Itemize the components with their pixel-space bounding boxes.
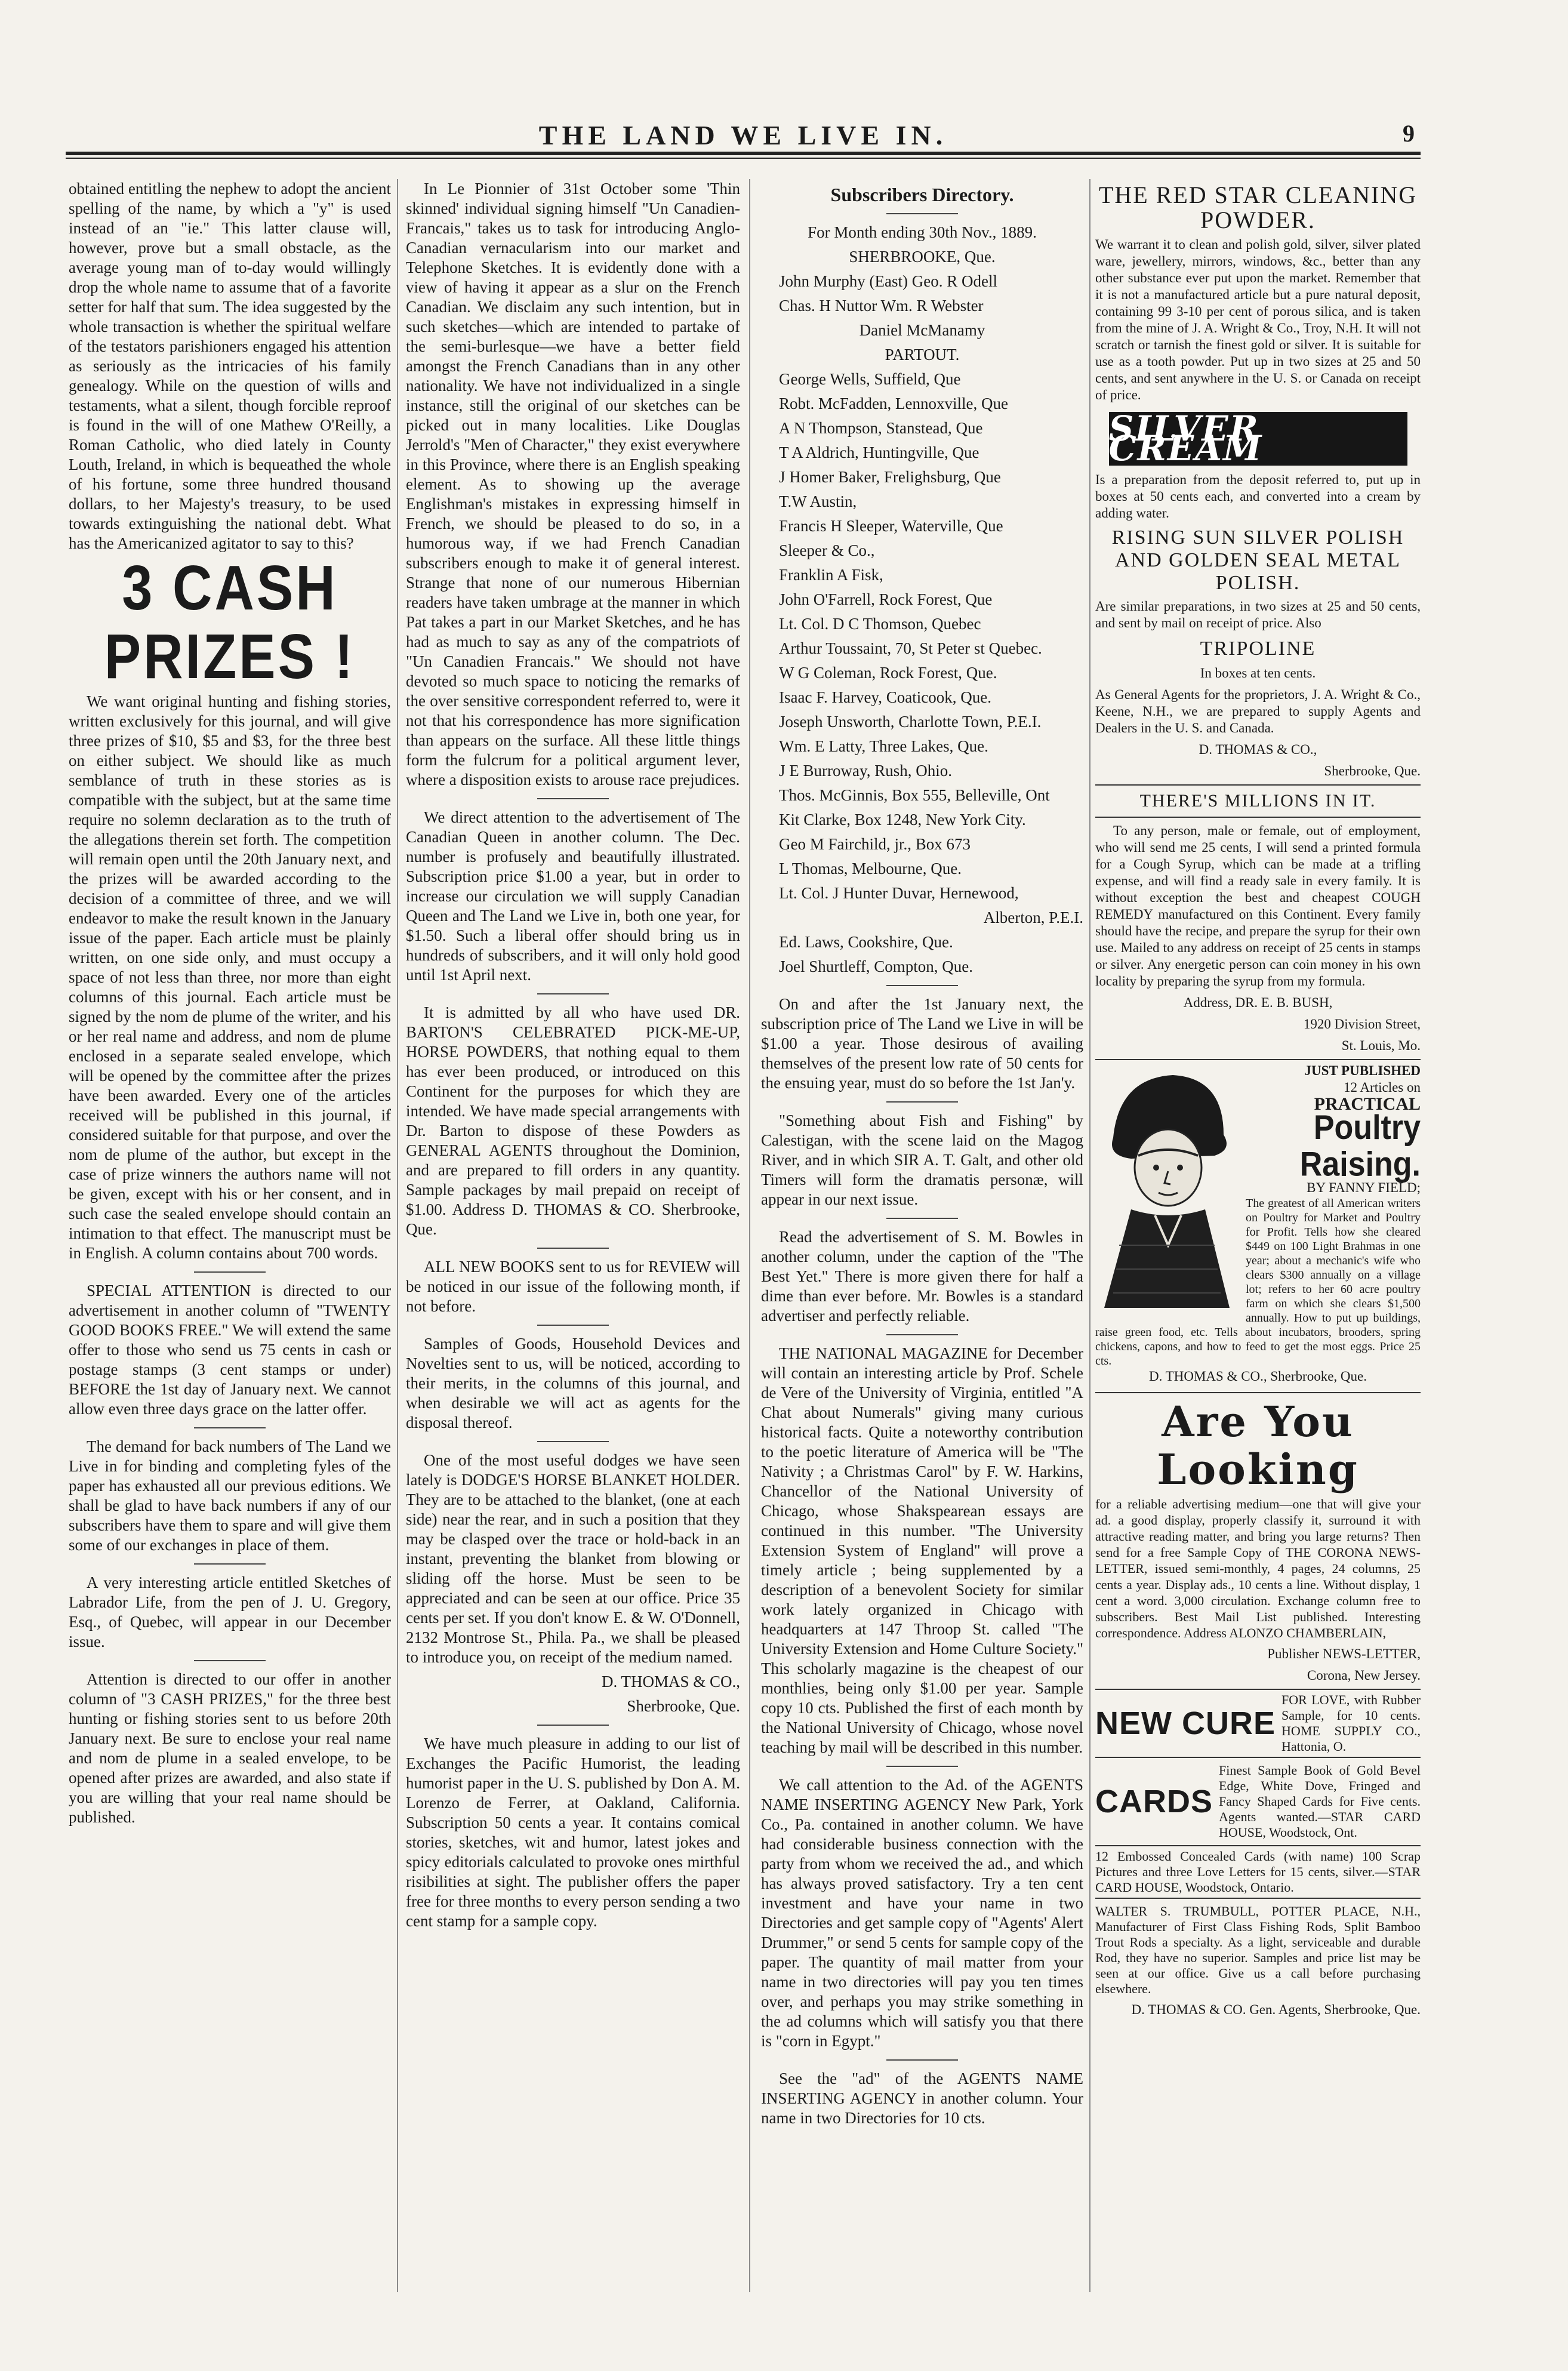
column-1 [69,179,391,2292]
subscriber-line: Wm. E Latty, Three Lakes, Que. [779,737,988,755]
subscriber-line: Chas. H Nuttor Wm. R Webster [779,297,984,315]
article-text: obtained entitling the nephew to adopt the ancient spelling of the name, by which a "y" is used instead of an "ie." This latter clause will, however, prove but a small obstacle, as the average young man of to-day would willingly drop the whole name to assume that of a favorite setter for half that sum. The idea suggested by the whole transaction is whether the spiritual welfare of the testators parishioners engaged his attention as seriously as the intricacies of his family genealogy. While on the question of wills and testaments, what a silent, though forcible reproof is found in the will of one Mathew O'Reilly, a Roman Catholic, who died lately in County Louth, Ireland, in which is bequeathed the whole of his fortune, some three hundred thousand dollars, to her Majesty's treasury, to be used towards extinguishing the national debt. What has the Americanized agitator to say to this? [69,180,391,552]
article-text: We call attention to the Ad. of the AGENTS NAME INSERTING AGENCY New Park, York Co., Pa. contained in another column. We have had considerable business connection with the party from whom we received the ad., and which has always proved satisfactory. Try a ten cent investment and have your name in two Directories and get sample copy of "Agents' Alert Drummer," or send 5 cents for sample copy of the paper. The quantity of mail matter from your name in two directories will pay you ten times over, and perhaps you may strike something in the ad columns which will satisfy you that there is "corn in Egypt." [761,1776,1083,2050]
cash-prizes-heading: 3 CASH PRIZES ! [104,553,356,692]
column-2 [406,179,740,2292]
red-star-ad-title: THE RED STAR CLEANING POWDER. [1098,181,1418,233]
article-text: SPECIAL ATTENTION is directed to our advertisement in another column of "TWENTY GOOD BOOKS FREE." We will extend the same offer to those who send us 75 cents in cash or postage stamps (3 cent stamps or under) BEFORE the 1st day of January next. We cannot allow even three days grace on the latter offer. [69,1282,391,1418]
section-divider [537,1325,609,1326]
woman-portrait-illustration [1095,1066,1239,1311]
section-divider [886,1334,958,1335]
directory-section-heading: SHERBROOKE, Que. [849,248,996,266]
ad-address: Address, DR. E. B. BUSH, [1183,995,1333,1010]
subscriber-list [761,369,1083,977]
subscriber-line: Thos. McGinnis, Box 555, Belleville, Ont [779,786,1050,804]
rising-sun-ad-title: RISING SUN SILVER POLISH AND GOLDEN SEAL METAL POLISH. [1111,526,1404,594]
subscriber-line: T A Aldrich, Huntingville, Que [779,444,979,461]
subscriber-line: John Murphy (East) Geo. R Odell [779,272,997,290]
article-text: Attention is directed to our offer in another column of "3 CASH PRIZES," for the three best hunting or fishing stories sent to us before 20th January next. Be sure to enclose your real name and nom de plume in a sealed envelope, to be opened after prizes are awarded, and also state if you are willing that your real name should be published. [69,1670,391,1826]
column-divider [397,179,398,2292]
subscriber-line: Isaac F. Harvey, Coaticook, Que. [779,688,991,706]
section-divider [537,993,609,994]
subscriber-line: Lt. Col. J Hunter Duvar, Hernewood, [779,884,1019,902]
ad-address: St. Louis, Mo. [1341,1038,1421,1053]
page-title: THE LAND WE LIVE IN. [538,119,948,150]
section-divider [194,1660,266,1661]
poultry-raising-title: Poultry Raising. [1299,1108,1421,1184]
silver-cream-banner: SILVER CREAM [1109,412,1407,466]
subscriber-line: Ed. Laws, Cookshire, Que. [779,933,953,951]
section-divider [194,1563,266,1565]
section-divider [194,1271,266,1273]
ad-text: As General Agents for the proprietors, J. A. Wright & Co., Keene, N.H., we are prepared to supply Agents and Dealers in the U. S. and Canada. [1095,687,1421,735]
subscriber-line: Francis H Sleeper, Waterville, Que [779,517,1003,535]
section-divider [886,2059,958,2061]
section-divider [886,213,958,214]
subscriber-line: Lt. Col. D C Thomson, Quebec [779,615,981,633]
subscriber-line: Franklin A Fisk, [779,566,883,584]
column-divider [1089,179,1090,2292]
subscriber-line: Robt. McFadden, Lennoxville, Que [779,395,1008,412]
portrait-image [1095,1066,1239,1311]
poultry-raising-ad [1095,1059,1421,1393]
header-rule-thick [66,152,1421,155]
section-divider [886,1766,958,1767]
page-number: 9 [1403,120,1415,147]
section-divider [537,798,609,799]
subscriber-line: Kit Clarke, Box 1248, New York City. [779,811,1026,829]
ad-address: 1920 Division Street, [1303,1017,1421,1031]
article-text: ALL NEW BOOKS sent to us for REVIEW will be noticed in our issue of the following month, if not before. [406,1258,740,1315]
article-text: We want original hunting and fishing stories, written exclusively for this journal, and will give three prizes of $10, $5 and $3, for the three best on either subject. We should like as much semblance of truth in these stories as is compatible with the subject, but at the same time require no solemn declaration as to the truth of the allegations therein set forth. The competition will remain open until the 20th January next, and the prizes will be awarded according to the decision of a committee of three, and we will endeavor to make the result known in the January issue of the paper. Each article must be plainly written, on one side only, and must occupy a space of not less than three, nor more than eight columns of this journal. Each article must be signed by the nom de plume of the writer, and his or her real name and address, and nom de plume enclosed in a separate sealed envelope, which will be opened by the committee after the prizes have been awarded. Every one of the articles received will be published in this journal, if considered suitable for that purpose, and over the nom de plume of the author, but except in the case of prize winners the authors name will not be given, except with his or her consent, and in such case the sealed envelope should contain an intimation to that effect. The manuscript must be in English. A column contains about 700 words. [69,692,391,1262]
subscriber-line: Alberton, P.E.I. [983,909,1083,926]
subscriber-line: T.W Austin, [779,492,857,510]
millions-ad-title: THERE'S MILLIONS IN IT. [1139,791,1376,811]
signature: D. THOMAS & CO., [601,1673,740,1691]
column-divider [749,179,750,2292]
ad-text: In boxes at ten cents. [1200,666,1316,680]
new-cure-ad [1095,1689,1421,1758]
signature: D. THOMAS & CO., [1199,742,1317,757]
page-header [72,117,1415,153]
article-text: Samples of Goods, Household Devices and Novelties sent to us, will be noticed, according to their merits, in the columns of this journal, and when desirable we will act as agents for the disposal thereof. [406,1335,740,1431]
article-text: It is admitted by all who have used DR. BARTON'S CELEBRATED PICK-ME-UP, HORSE POWDERS, that nothing equal to them has ever been produced, or introduced on this Continent for the purposes for which they are intended. We have made special arrangements with Dr. Barton to dispose of these Powders as GENERAL AGENTS throughout the Dominion, and are prepared to fill orders in any quantity. Sample packages by mail prepaid on receipt of $1.00. Address D. THOMAS & CO. Sherbrooke, Que. [406,1003,740,1238]
just-published-label: JUST PUBLISHED [1304,1063,1421,1078]
directory-month: For Month ending 30th Nov., 1889. [808,223,1037,241]
ad-text: Finest Sample Book of Gold Bevel Edge, White Dove, Fringed and Fancy Shaped Cards for Five cents. Agents wanted.—STAR CARD HOUSE, Woodstock, Ont. [1219,1763,1421,1840]
tripoline-title: TRIPOLINE [1200,638,1316,660]
subscriber-line: Sleeper & Co., [779,541,875,559]
section-divider [537,1441,609,1442]
ad-text: for a reliable advertising medium—one that will give your ad. a good display, properly classify it, surround it with attractive reading matter, and bring you large returns? Then send for a free Sample Copy of THE CORONA NEWS-LETTER, issued semi-monthly, 4 pages, 24 columns, 25 cents a year. Display ads., 10 cents a line. Without display, 1 cent a word. 3,000 circulation. Exchange column free to subscribers. Best Mail List published. Interesting correspondence. Address ALONZO CHAMBERLAIN, [1095,1496,1421,1640]
subscriber-line: Joel Shurtleff, Compton, Que. [779,957,973,975]
section-divider [537,1248,609,1249]
subscriber-line: W G Coleman, Rock Forest, Que. [779,664,997,682]
column-3 [761,179,1083,2292]
section-divider [537,1725,609,1726]
ad-address: Corona, New Jersey. [1307,1668,1421,1683]
article-text: A very interesting article entitled Sketches of Labrador Life, from the pen of J. U. Gregory, Esq., of Quebec, will appear in our December issue. [69,1574,391,1651]
article-text: One of the most useful dodges we have seen lately is DODGE'S HORSE BLANKET HOLDER. They are to be attached to the blanket, (one at each side) near the rear, and in such a position that they may be clasped over the trace or hold-back in an instant, preventing the blanket from blowing or sliding off the horse. Must be seen to be appreciated and can be seen at our office. Price 35 cents per set. If you don't know E. & W. O'Donnell, 2132 Montrose St., Phila. Pa., we shall be pleased to introduce you, on receipt of the medium named. [406,1451,740,1666]
ad-text: To any person, male or female, out of employment, who will send me 25 cents, I will send a printed formula for a Cough Syrup, which can be made at a trifling expense, and will find a ready sale in every family. It is without exception the best and cheapest COUGH REMEDY manufactured on this Continent. Every family should have the recipe, and prepare the syrup for their own use. Mailed to any address on receipt of 25 cents in stamps or silver. Any energetic person can coin money in his own locality by preparing the syrup from my formula. [1095,823,1421,989]
ad-text: We warrant it to clean and polish gold, silver, silver plated ware, jewellery, mirrors, windows, &c., better than any other substance ever put upon the market. Remember that it is not a manufactured article but a pure natural deposit, containing 99 3-10 per cent of porous silica, and is taken from the mine of J. A. Wright & Co., Troy, N.H. It will not scratch or tarnish the finest gold or silver. It is suitable for use as a tooth powder. Put up in two sizes at 25 and 50 cents, and sent anywhere in the U. S. or Canada on receipt of price. [1095,237,1421,402]
subscriber-line: Joseph Unsworth, Charlotte Town, P.E.I. [779,713,1042,731]
header-rule-thin [66,158,1421,159]
cards-label: CARDS [1095,1784,1213,1819]
column-4-advertisements [1095,179,1421,2292]
subscriber-line: J E Burroway, Rush, Ohio. [779,762,952,780]
cards-ad [1095,1763,1421,1840]
article-text: "Something about Fish and Fishing" by Calestigan, with the scene laid on the Magog River, and in which SIR A. T. Galt, and other old Timers will form the dramatis personæ, will appear in our next issue. [761,1111,1083,1208]
signature: Sherbrooke, Que. [1324,763,1421,778]
section-divider [886,1101,958,1103]
subscriber-line: A N Thompson, Stanstead, Que [779,419,983,437]
ad-text: 12 Embossed Concealed Cards (with name) 100 Scrap Pictures and three Love Letters for 15 cents, silver.—STAR CARD HOUSE, Woodstock, Ontario. [1095,1849,1421,1895]
article-text: In Le Pionnier of 31st October some 'Thin skinned' individual signing himself "Un Canadien-Francais," takes us to task for introducing Anglo-Canadian vernacularism into our market and Telephone Sketches. It is evidently done with a view of having it appear as a slur on the French Canadian. We disclaim any such intention, but in such sketches—which are intended to partake of the semi-burlesque—we have a better field amongst the French Canadians than in any other nationality. We have not individualized in a single instance, still the original of our sketches can be picked out in many localities. Like Douglas Jerrold's "Men of Character," they exist everywhere in this Province, where there is an English speaking element. As to showing up the average Englishman's mistakes in expressing himself in French, we should be pleased to do so, in a humorous way, if we had French Canadian subscribers enough to make it of general interest. Strange that none of our numerous Hibernian readers have taken umbrage at the manner in which Pat takes a part in our Market Sketches, and he has had as much to say as any of the compatriots of "Un Canadien Francais." We should not have devoted so much space to noticing the remarks of the over sensitive correspondent referred to, were it not that his correspondence has more signification than appears on the surface. All these little things form the fulcrum for a political argument lever, where a disposition exists to arouse race prejudices. [406,180,740,789]
article-text: See the "ad" of the AGENTS NAME INSERTING AGENCY in another column. Your name in two Directories for 10 cts. [761,2070,1083,2127]
ad-address: Publisher NEWS-LETTER, [1267,1646,1421,1661]
ad-text: The greatest of all American writers on Poultry for Market and Poultry for Profit. Tells how she cleared $449 on 100 Light Brahmas in one year; about a mechanic's wife who clears $300 annually on a village lot; refers to her 60 acre poultry farm on which she clears $1,500 annually. How to put up buildings, raise green food, etc. Tells about incubators, brooders, spring chickens, capons, and how to feed to get the most eggs. Price 25 cts. [1095,1197,1421,1368]
article-text: We direct attention to the advertisement of The Canadian Queen in another column. The Dec. number is profusely and beautifully illustrated. Subscription price $1.00 a year, but in order to increase our circulation we will supply Canadian Queen and The Land we Live in, both one year, for $1.50. Such a liberal offer should bring us in hundreds of subscribers, and it will only hold good until 1st April next. [406,808,740,984]
new-cure-label: NEW CURE [1095,1705,1276,1741]
section-divider [886,985,958,986]
subscriber-line: John O'Farrell, Rock Forest, Que [779,590,993,608]
subscriber-line: Geo M Fairchild, jr., Box 673 [779,835,971,853]
article-text: THE NATIONAL MAGAZINE for December will contain an interesting article by Prof. Schele de Vere of the University of Virginia, entitled "A Chat about Numerals" giving many curious historical facts. Quite a noteworthy contribution to the poetic literature of America will be "The Nativity ; a Christmas Carol" by F. W. Harkins, Chancellor of the National University of Chicago, whose Shakspearean essays are continued in this number. "The University Extension System of England" will prove a timely article ; being supplemented by a description of a benevolent Society for similar work lately organized in Chicago with headquarters at 147 Throop St. called "The University Extension and Home Culture Society." This scholarly magazine is the cheapest of our monthlies, being only $1.00 per year. Sample copy 10 cts. Published the first of each month by the National University of Chicago, whose novel teaching by mail will be described in this number. [761,1344,1083,1756]
section-divider [886,1218,958,1219]
are-you-looking-title: Are You Looking [1157,1397,1359,1494]
signature: Sherbrooke, Que. [627,1697,740,1715]
signature: D. THOMAS & CO. Gen. Agents, Sherbrooke, Que. [1131,2002,1421,2017]
ad-text: WALTER S. TRUMBULL, POTTER PLACE, N.H., Manufacturer of First Class Fishing Rods, Split Bamboo Trout Rods a specialty. As a light, serviceable and durable Rod, they have no superior. Samples and price list may be seen at our office. Give us a call before purchasing elsewhere. [1095,1904,1421,1996]
ad-text: Are similar preparations, in two sizes at 25 and 50 cents, and sent by mail on receipt of price. Also [1095,599,1421,630]
subscribers-directory-title: Subscribers Directory. [830,184,1014,205]
author-label: BY FANNY FIELD; [1307,1180,1421,1195]
signature: D. THOMAS & CO., Sherbrooke, Que. [1148,1369,1367,1384]
practical-label: PRACTICAL [1314,1094,1421,1114]
subscriber-line: L Thomas, Melbourne, Que. [779,860,962,877]
section-divider [194,1427,266,1428]
subscriber-line: Daniel McManamy [859,321,985,339]
subscriber-line: J Homer Baker, Frelighsburg, Que [779,468,1001,486]
articles-label: 12 Articles on [1343,1080,1421,1095]
article-text: On and after the 1st January next, the subscription price of The Land we Live in will be $1.00 a year. Those desirous of availing themselves of the present low rate of 50 cents for the ensuing year, must do so before the 1st Jan'y. [761,995,1083,1092]
ad-text: FOR LOVE, with Rubber Sample, for 10 cents. HOME SUPPLY CO., Hattonia, O. [1281,1692,1421,1754]
subscriber-line: George Wells, Suffield, Que [779,370,961,388]
directory-section-heading: PARTOUT. [885,346,960,364]
article-text: The demand for back numbers of The Land we Live in for binding and completing fyles of the paper has exhausted all our previous editions. We shall be glad to have back numbers if any of our subscribers have them to spare and will give them some of our exchanges in place of them. [69,1437,391,1554]
ad-text: Is a preparation from the deposit referred to, put up in boxes at 50 cents each, and converted into a cream by adding water. [1095,472,1421,521]
subscriber-line: Arthur Toussaint, 70, St Peter st Quebec. [779,639,1042,657]
article-text: Read the advertisement of S. M. Bowles in another column, under the caption of the "The Best Yet." There is more given there for half a dime than ever before. Mr. Bowles is a standard advertiser and perfectly reliable. [761,1228,1083,1325]
article-text: We have much pleasure in adding to our list of Exchanges the Pacific Humorist, the leading humorist paper in the U. S. published by Don A. M. Lorenzo de Ferrer, at Oakland, California. Subscription 50 cents a year. It contains comical stories, sketches, wit and humor, latest jokes and spicy editorials calculated to provoke ones mirthful risibilities at sight. The publisher offers the paper free for three months to every person sending a two cent stamp for a sample copy. [406,1735,740,1930]
